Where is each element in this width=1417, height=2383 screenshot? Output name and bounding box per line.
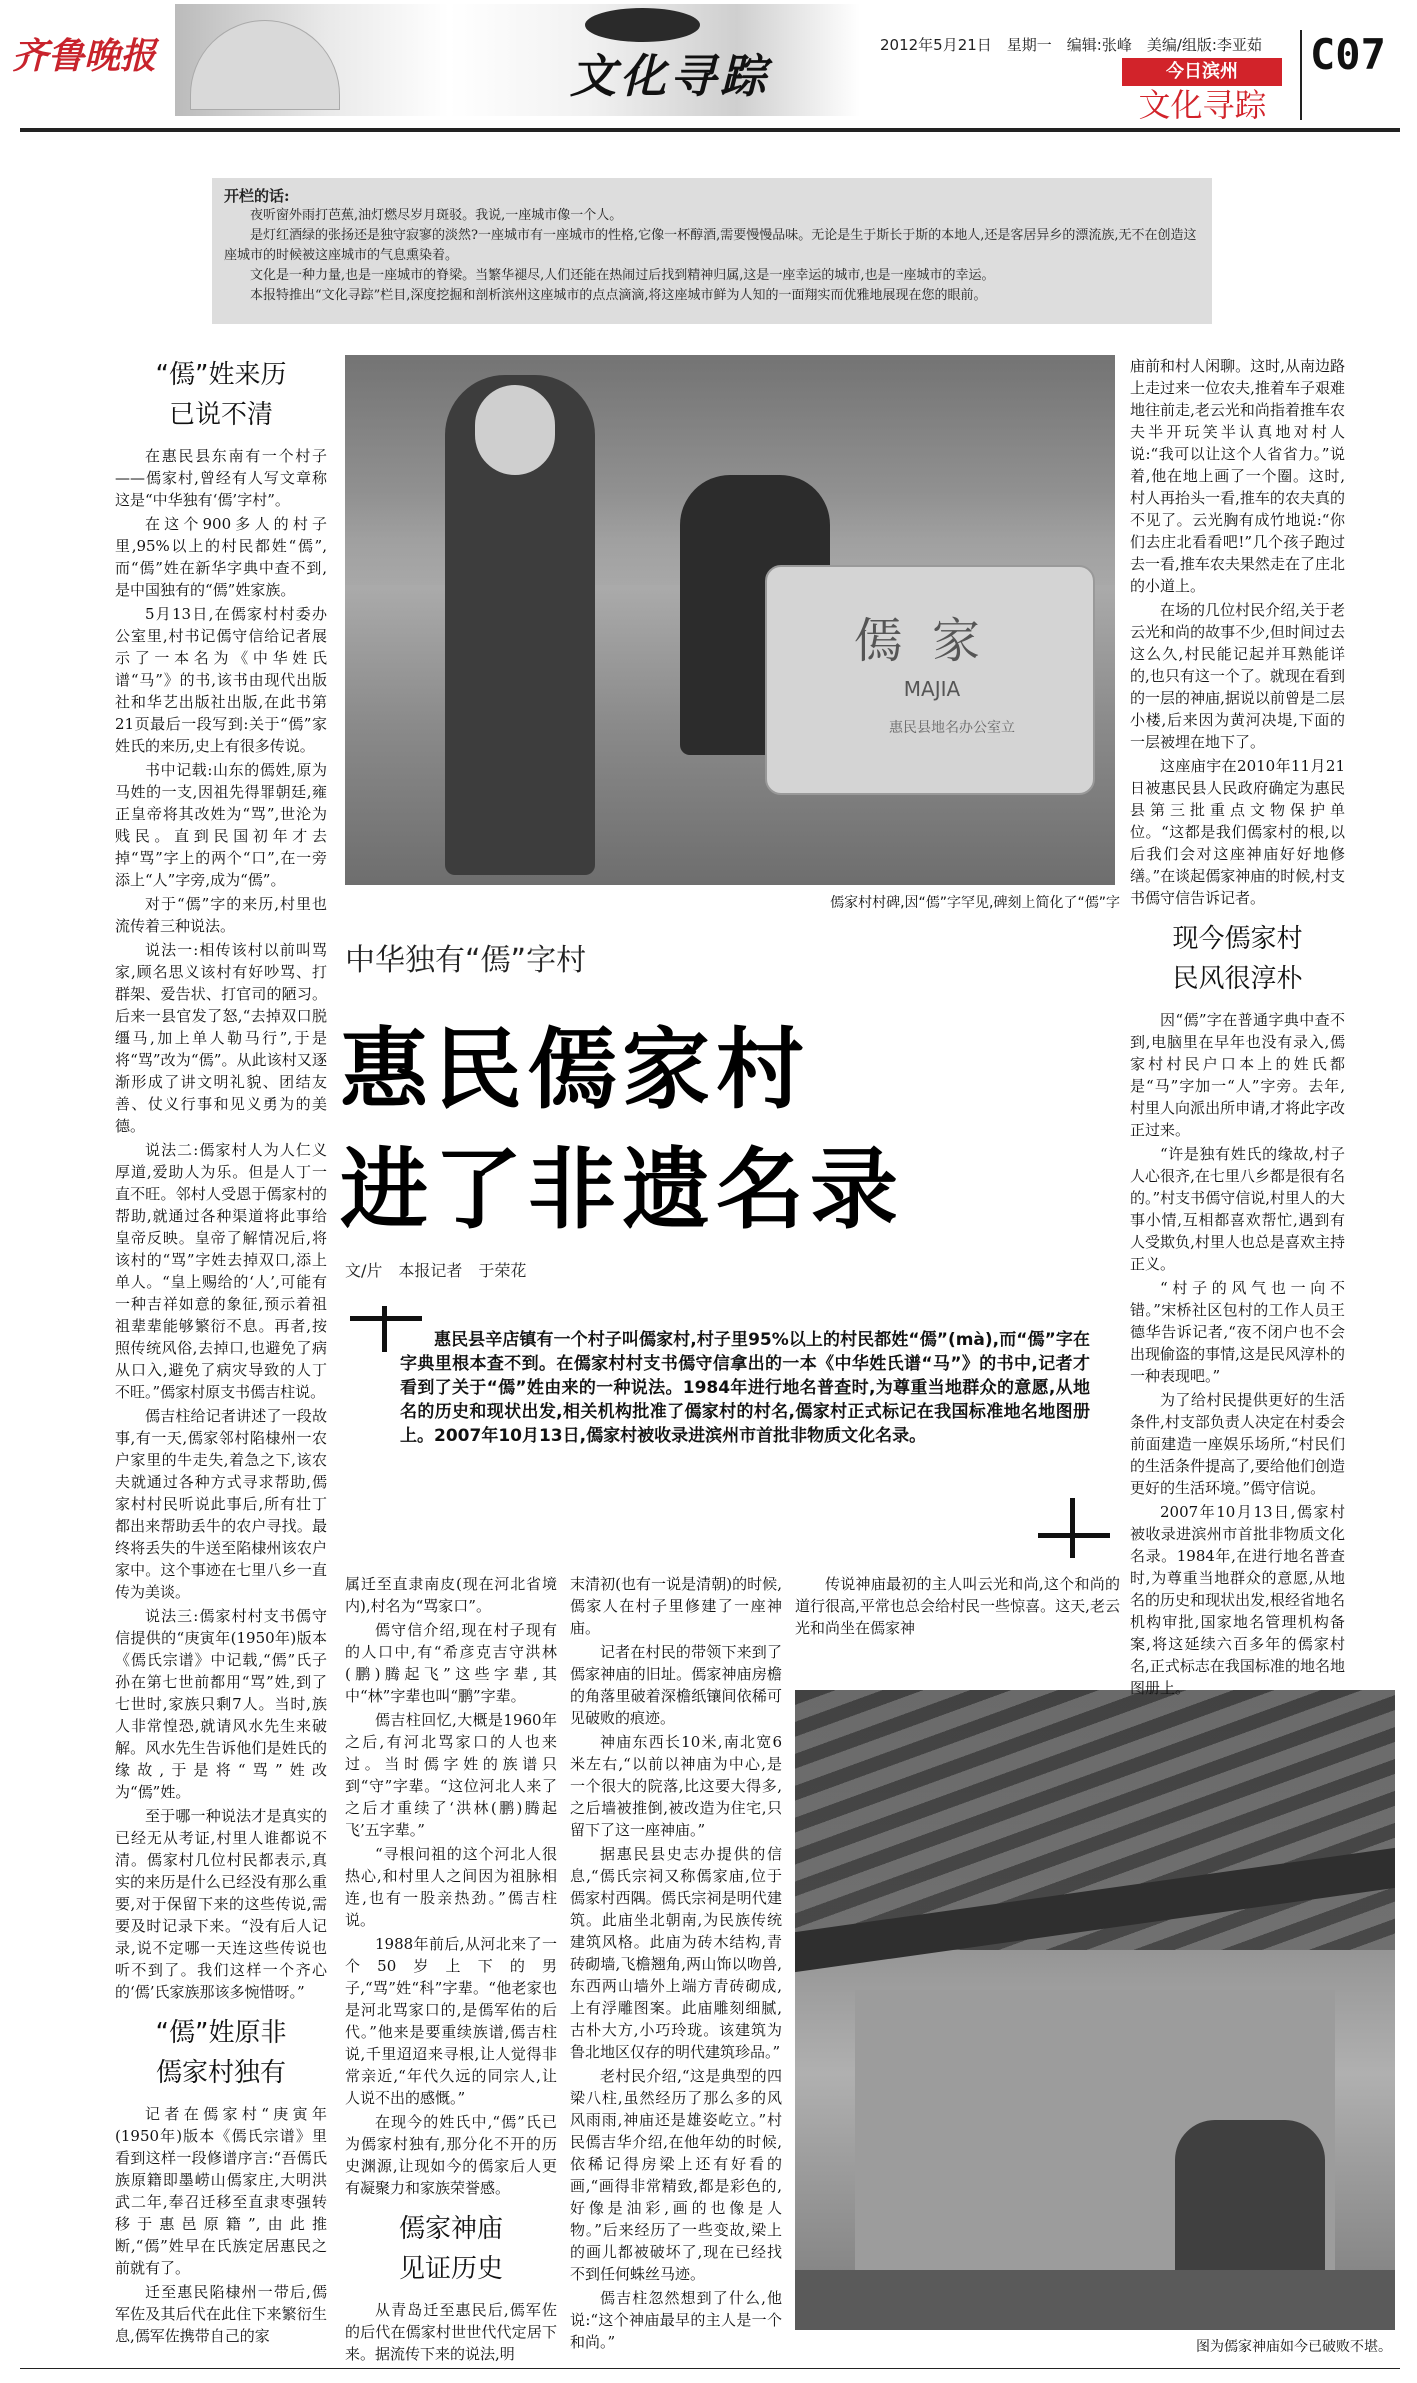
paragraph: 在现今的姓氏中,“傿”氏已为傿家村独有,那分化不开的历史渊源,让现如今的傿家后人更有凝聚力和家族荣誉感。	[345, 2113, 557, 2197]
page-code: C07	[1310, 30, 1386, 79]
paragraph: 从青岛迁至惠民后,傿军佐的后代在傿家村世世代代定居下来。据流传下来的说法,明	[345, 2301, 557, 2363]
middle-column-1	[345, 1573, 557, 2363]
paragraph: “寻根问祖的这个河北人很热心,和村里人之间因为祖脉相连,也有一股亲热劲。”傿吉柱说。	[345, 1845, 557, 1929]
intro-paragraph: 是灯红酒绿的张扬还是独守寂寥的淡然?一座城市有一座城市的性格,它像一杯醇酒,需要慢慢品味。无论是生于斯长于斯的本地人,还是客居异乡的漂流族,无不在创造这座城市的时候被这座城市的气息熏染着。	[224, 228, 1197, 263]
edition-badge: 今日滨州	[1122, 58, 1282, 86]
paper-logo: 齐鲁晚报	[12, 35, 157, 77]
paragraph: 傿吉柱回忆,大概是1960年之后,有河北骂家口的人也来过。当时傿字姓的族谱只到“守”字辈。“这位河北人来了之后才重续了‘洪林(鹏)腾起飞’五字辈。”	[345, 1711, 557, 1839]
paragraph: “村子的风气也一向不错。”宋桥社区包村的工作人员王德华告诉记者,“夜不闭户也不会出现偷盗的事情,这是民风淳朴的一种表现吧。”	[1130, 1279, 1345, 1385]
subheading-4	[1130, 919, 1345, 999]
intro-paragraph: 夜听窗外雨打芭蕉,油灯燃尽岁月斑驳。我说,一座城市像一个人。	[250, 208, 623, 223]
paragraph: 末清初(也有一说是清朝)的时候,傿家人在村子里修建了一座神庙。	[570, 1575, 782, 1637]
date-line: 2012年5月21日 星期一 编辑:张峰 美编/组版:李亚茹	[880, 36, 1262, 54]
middle-column-2	[570, 1573, 782, 2351]
paragraph: 5月13日,在傿家村村委办公室里,村书记傿守信给记者展示了一本名为《中华姓氏谱“马”》的书,该书由现代出版社和华艺出版社出版,在此书第21页最后一段写到:关于“傿”家姓氏的来历,史上有很多传说。	[115, 605, 327, 755]
paragraph: 在场的几位村民介绍,关于老云光和尚的故事不少,但时间过去这么久,村民能记起并耳熟能详的,也只有这一个了。就现在看到的一层的神庙,据说以前曾是二层小楼,后来因为黄河决堤,下面的一层被埋在地下了。	[1130, 601, 1345, 751]
section-title: 文化寻踪	[1138, 86, 1267, 124]
bottom-rule	[20, 2368, 1400, 2369]
stone-latin: MAJIA	[903, 677, 961, 701]
subheading-2	[115, 2013, 327, 2093]
subheading-line: 傿家神庙	[398, 2214, 503, 2244]
paragraph: 说法一:相传该村以前叫骂家,顾名思义该村有好吵骂、打群架、爱告状、打官司的陋习。后来一县官发了怒,“去掉双口脱缰马,加上单人勒马行”,于是将“骂”改为“傿”。从此该村又逐渐形成了讲文明礼貌、团结友善、仗义行事和见义勇为的美德。	[115, 941, 327, 1135]
masthead	[0, 0, 1417, 126]
subheading-3	[345, 2209, 557, 2289]
temple-interior-photo	[795, 1690, 1395, 2330]
paragraph: 2007年10月13日,傿家村被收录进滨州市首批非物质文化名录。1984年,在进行地名普查时,为尊重当地群众的意愿,从地名的历史和现状出发,根经省地名机构审批,国家地名管理机构备案,将这延续六百多年的傿家村名,正式标志在我国标准的地名地图册上。	[1130, 1503, 1345, 1697]
headline-line-2: 进了非遗名录	[340, 1138, 905, 1241]
village-stone-photo	[345, 355, 1115, 885]
headline-line-1: 惠民傿家村	[340, 1018, 811, 1121]
intro-paragraph: 文化是一种力量,也是一座城市的脊梁。当繁华褪尽,人们还能在热闹过后找到精神归属,这是一座幸运的城市,也是一座城市的幸运。	[250, 268, 995, 283]
paragraph: 在这个900多人的村子里,95%以上的村民都姓“傿”,而“傿”姓在新华字典中查不到,是中国独有的“傿”姓家族。	[115, 515, 327, 599]
left-column	[115, 355, 327, 2345]
subheading-line: 傿家村独有	[155, 2058, 286, 2088]
paragraph: 对于“傿”字的来历,村里也流传着三种说法。	[115, 895, 327, 935]
paragraph: 庙前和村人闲聊。这时,从南边路上走过来一位农夫,推着车子艰难地往前走,老云光和尚指着推车农夫半开玩笑半认真地对村人说:“我可以让这个人省省力。”说着,他在地上画了一个圈。这时,村人再抬头一看,推车的农夫真的不见了。云光胸有成竹地说:“你们去庄北看看吧!”几个孩子跑过去一看,推车农夫果然走在了庄北的小道上。	[1130, 357, 1345, 595]
paragraph: 记者在傿家村“庚寅年(1950年)版本《傿氏宗谱》里看到这样一段修谱序言:“吾傿氏族原籍即墨崂山傿家庄,大明洪武二年,奉召迁移至直隶枣强转移于惠邑原籍”,由此推断,“傿”姓早在氏族定居惠民之前就有了。	[115, 2105, 327, 2277]
paragraph: 傿守信介绍,现在村子现有的人口中,有“希彦克吉守洪林(鹏)腾起飞”这些字辈,其中“林”字辈也叫“鹏”字辈。	[345, 1621, 557, 1705]
middle-column-3	[795, 1573, 1120, 1683]
paragraph: “许是独有姓氏的缘故,村子人心很齐,在七里八乡都是很有名的。”村支书傿守信说,村里人的大事小情,互相都喜欢帮忙,遇到有人受欺负,村里人也总是喜欢主持正义。	[1130, 1145, 1345, 1273]
subheading-line: 民风很淳朴	[1172, 964, 1303, 994]
section-calligraphy: 文化寻踪	[570, 49, 770, 103]
paragraph: 在惠民县东南有一个村子——傿家村,曾经有人写文章称这是“中华独有‘傿’字村”。	[115, 447, 327, 509]
paragraph: 迁至惠民陷棣州一带后,傿军佐及其后代在此住下来繁衍生息,傿军佐携带自己的家	[115, 2283, 327, 2345]
right-column	[1130, 355, 1345, 1697]
paragraph: 老村民介绍,“这是典型的四梁八柱,虽然经历了那么多的风风雨雨,神庙还是雄姿屹立。”村民傿吉华介绍,在他年幼的时候,依稀记得房梁上还有好看的画,“画得非常精致,都是彩色的,好像是油彩,画的也像是人物。”后来经历了一些变故,梁上的画儿都被破坏了,现在已经找不到任何蛛丝马迹。	[570, 2067, 782, 2283]
paragraph: 说法二:傿家村人为人仁义厚道,爱助人为乐。但是人丁一直不旺。邻村人受恩于傿家村的帮助,就通过各种渠道将此事给皇帝反映。皇帝了解情况后,将该村的“骂”字姓去掉双口,添上单人。“皇上赐给的‘人’,可能有一种吉祥如意的象征,预示着祖祖辈辈能够繁衍不息。再者,按照传统风俗,去掉口,也避免了病从口入,避免了病灾导致的人丁不旺。”傿家村原支书傿吉柱说。	[115, 1141, 327, 1401]
photo-man-face	[475, 385, 555, 475]
paragraph: 属迁至直隶南皮(现在河北省境内),村名为“骂家口”。	[345, 1575, 557, 1615]
headline-kicker: 中华独有“傿”字村	[345, 943, 587, 978]
masthead-inkstone	[585, 8, 700, 42]
subheading-line: 已说不清	[168, 400, 273, 430]
paragraph: 记者在村民的带领下来到了傿家神庙的旧址。傿家神庙房檐的角落里破着深檐纸镶间依稀可见破败的痕迹。	[570, 1643, 782, 1727]
subheading-line: 见证历史	[398, 2254, 503, 2284]
masthead-rule	[20, 128, 1400, 132]
photo-ground	[795, 2270, 1395, 2330]
stone-subtext: 惠民县地名办公室立	[889, 720, 1015, 736]
byline: 文/片 本报记者 于荣花	[345, 1261, 527, 1280]
photo2-caption: 图为傿家神庙如今已破败不堪。	[1196, 2339, 1392, 2355]
subheading-1	[115, 355, 327, 435]
paragraph: 这座庙宇在2010年11月21日被惠民县人民政府确定为惠民县第三批重点文物保护单位。“这都是我们傿家村的根,以后我们会对这座神庙好好地修缮。”在谈起傿家神庙的时候,村支书傿守信告诉记者。	[1130, 757, 1345, 907]
paragraph: 据惠民县史志办提供的信息,“傿氏宗祠又称傿家庙,位于傿家村西隅。傿氏宗祠是明代建筑。此庙坐北朝南,为民族传统建筑风格。此庙为砖木结构,青砖砌墙,飞檐翘角,两山饰以吻兽,东西两山墙外上端方青砖砌成,上有浮雕图案。此庙雕刻细腻,古朴大方,小巧玲珑。该建筑为鲁北地区仅存的明代建筑珍品。”	[570, 1845, 782, 2061]
paragraph: 书中记载:山东的傿姓,原为马姓的一支,因祖先得罪朝廷,雍正皇帝将其改姓为“骂”,世沦为贱民。直到民国初年才去掉“骂”字上的两个“口”,在一旁添上“人”字旁,成为“傿”。	[115, 761, 327, 889]
stone-characters: 傿家	[853, 613, 1010, 669]
intro-label: 开栏的话:	[224, 187, 290, 205]
photo1-caption: 傿家村村碑,因“傿”字罕见,碑刻上简化了“傿”字	[830, 895, 1120, 911]
intro-paragraph: 本报特推出“文化寻踪”栏目,深度挖掘和剖析滨州这座城市的点点滴滴,将这座城市鲜为人知的一面翔实而优雅地展现在您的眼前。	[250, 288, 987, 303]
paragraph: 傿吉柱忽然想到了什么,他说:“这个神庙最早的主人是一个和尚。”	[570, 2289, 782, 2351]
paragraph: 傿吉柱给记者讲述了一段故事,有一天,傿家邻村陷棣州一农户家里的牛走失,着急之下,该农夫就通过各种方式寻求帮助,傿家村村民听说此事后,所有壮丁都出来帮助丢牛的农户寻找。最终将丢失的牛送至陷棣州该农户家中。这个事迹在七里八乡一直传为美谈。	[115, 1407, 327, 1601]
header-divider	[1300, 30, 1302, 120]
intro-box	[212, 178, 1212, 324]
cross-mark-left-v	[382, 1306, 387, 1352]
paragraph: 因“傿”字在普通字典中查不到,电脑里在早年也没有录入,傿家村村民户口本上的姓氏都是“马”字加一“人”字旁。去年,村里人向派出所申请,才将此字改正过来。	[1130, 1011, 1345, 1139]
paragraph: 说法三:傿家村村支书傿守信提供的“庚寅年(1950年)版本《傿氏宗谱》中记载,“傿”氏子孙在第七世前都用“骂”姓,到了七世时,家族只剩7人。当时,族人非常惶恐,就请风水先生来破解。风水先生告诉他们是姓氏的缘故,于是将“骂”姓改为“傿”姓。	[115, 1607, 327, 1801]
lede-paragraph: 惠民县辛店镇有一个村子叫傿家村,村子里95%以上的村民都姓“傿”(mà),而“傿”字在字典里根本查不到。在傿家村村支书傿守信拿出的一本《中华姓氏谱“马”》的书中,记者才看到了关于“傿”姓由来的一种说法。1984年进行地名普查时,为尊重当地群众的意愿,从地名的历史和现状出发,相关机构批准了傿家村的村名,傿家村正式标记在我国标准地名地图册上。2007年10月13日,傿家村被收录进滨州市首批非物质文化名录。	[400, 1330, 1090, 1446]
paragraph: 1988年前后,从河北来了一个50岁上下的男子,“骂”姓“科”字辈。“他老家也是河北骂家口的,是傿军佑的后代。”他来是要重续族谱,傿吉柱说,千里迢迢来寻根,让人觉得非常亲近,“年代久远的同宗人,让人说不出的感慨。”	[345, 1935, 557, 2107]
paragraph: 传说神庙最初的主人叫云光和尚,这个和尚的道行很高,平常也总会给村民一些惊喜。这天,老云光和尚坐在傿家神	[795, 1575, 1120, 1637]
subheading-line: “傿”姓来历	[155, 360, 287, 390]
village-stone-tablet	[765, 565, 1095, 795]
paragraph: 至于哪一种说法才是真实的已经无从考证,村里人谁都说不清。傿家村几位村民都表示,真实的来历是什么已经没有那么重要,对于保留下来的这些传说,需要及时记录下来。“没有后人记录,说不定哪一天连这些传说也听不到了。我们这样一个齐心的‘傿’氏家族那该多惋惜呀。”	[115, 1807, 327, 2001]
subheading-line: 现今傿家村	[1172, 924, 1303, 954]
subheading-line: “傿”姓原非	[155, 2018, 287, 2048]
paragraph: 神庙东西长10米,南北宽6米左右,“以前以神庙为中心,是一个很大的院落,比这要大得多,之后墙被推倒,被改造为住宅,只留下了这一座神庙。”	[570, 1733, 782, 1839]
paragraph: 为了给村民提供更好的生活条件,村支部负责人决定在村委会前面建造一座娱乐场所,“村民们的生活条件提高了,要给他们创造更好的生活环境。”傿守信说。	[1130, 1391, 1345, 1497]
